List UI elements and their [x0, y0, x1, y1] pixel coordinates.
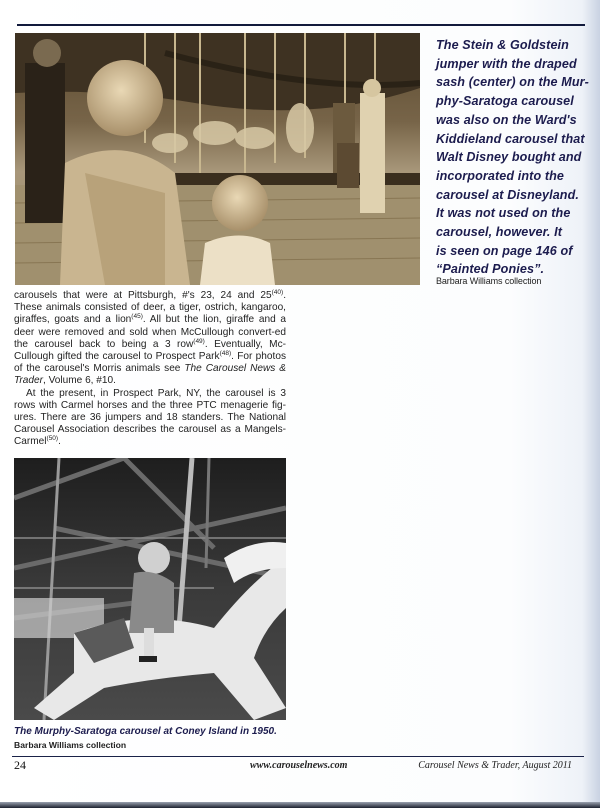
text-run: At the present, in Prospect Park, NY, the carousel is 3 rows with Carmel horses and the three PTC menagerie fig-ures. There are 36 jumpers and 18 standers. The National Carousel Association describes the carousel as a Mangels-Carmel	[14, 387, 286, 448]
article-body	[14, 290, 286, 449]
photo-caption-top	[436, 36, 594, 279]
caption-line: phy-Saratoga carousel	[436, 94, 574, 109]
photo-credit-bottom: Barbara Williams collection	[14, 740, 127, 750]
caption-line: incorporated into the	[436, 168, 565, 183]
photo-girl-on-carousel-horse-image	[14, 458, 286, 720]
caption-line: It was not used on the	[436, 206, 571, 221]
caption-line: jumper with the draped	[436, 56, 577, 71]
text-run: . For photos of the carousel's Morris animals see	[14, 351, 286, 375]
caption-line: carousel, however. It	[436, 225, 562, 240]
caption-line: Walt Disney bought and	[436, 150, 582, 165]
footer-website-link[interactable]: www.carouselnews.com	[250, 760, 348, 771]
caption-line: Kiddieland carousel that	[436, 131, 585, 146]
photo-caption-bottom: The Murphy-Saratoga carousel at Coney Island in 1950.	[14, 726, 277, 737]
text-run: . These animals consisted of deer, a tiger, ostrich, kangaroo, giraffes, goats and a lion	[14, 290, 286, 326]
header-rule	[17, 24, 585, 26]
caption-line: was also on the Ward's	[436, 112, 577, 127]
caption-line: is seen on page 146 of	[436, 243, 573, 258]
footnote-ref: (49)	[193, 337, 205, 345]
text-run: , Volume 6, #10.	[42, 375, 116, 387]
footnote-ref: (48)	[219, 350, 232, 358]
text-run: .	[58, 436, 61, 448]
footnote-ref: (45)	[131, 313, 143, 321]
publication-title: The Carousel News & Trader	[14, 363, 286, 387]
footer-rule	[12, 756, 584, 757]
caption-line: The Stein & Goldstein	[436, 38, 569, 52]
article-paragraph	[14, 290, 286, 388]
caption-line: “Painted Ponies”.	[436, 262, 545, 277]
footer-publication: Carousel News & Trader, August 2011	[418, 760, 572, 771]
photo-children-at-carousel	[15, 33, 420, 285]
footnote-ref: (40)	[271, 289, 284, 296]
page-number: 24	[14, 758, 26, 772]
text-run: . Eventually, Mc-Cullough gifted the carousel to Prospect Park	[14, 338, 286, 363]
photo-children-at-carousel-image	[15, 33, 420, 285]
caption-line: sash (center) on the Mur-	[436, 75, 589, 90]
scan-shadow	[0, 802, 600, 808]
text-run: . All but the lion, giraffe and a deer were removed and sold when McCullough convert-ed the carousel back to being a 3 row	[14, 314, 286, 350]
photo-credit-top: Barbara Williams collection	[436, 276, 542, 286]
text-run: carousels that were at Pittsburgh, #'s 23, 24 and 25	[14, 290, 272, 301]
footnote-ref: (50)	[46, 435, 59, 443]
article-paragraph	[14, 388, 286, 449]
caption-line: carousel at Disneyland.	[436, 187, 579, 202]
photo-girl-on-carousel-horse	[14, 458, 286, 720]
